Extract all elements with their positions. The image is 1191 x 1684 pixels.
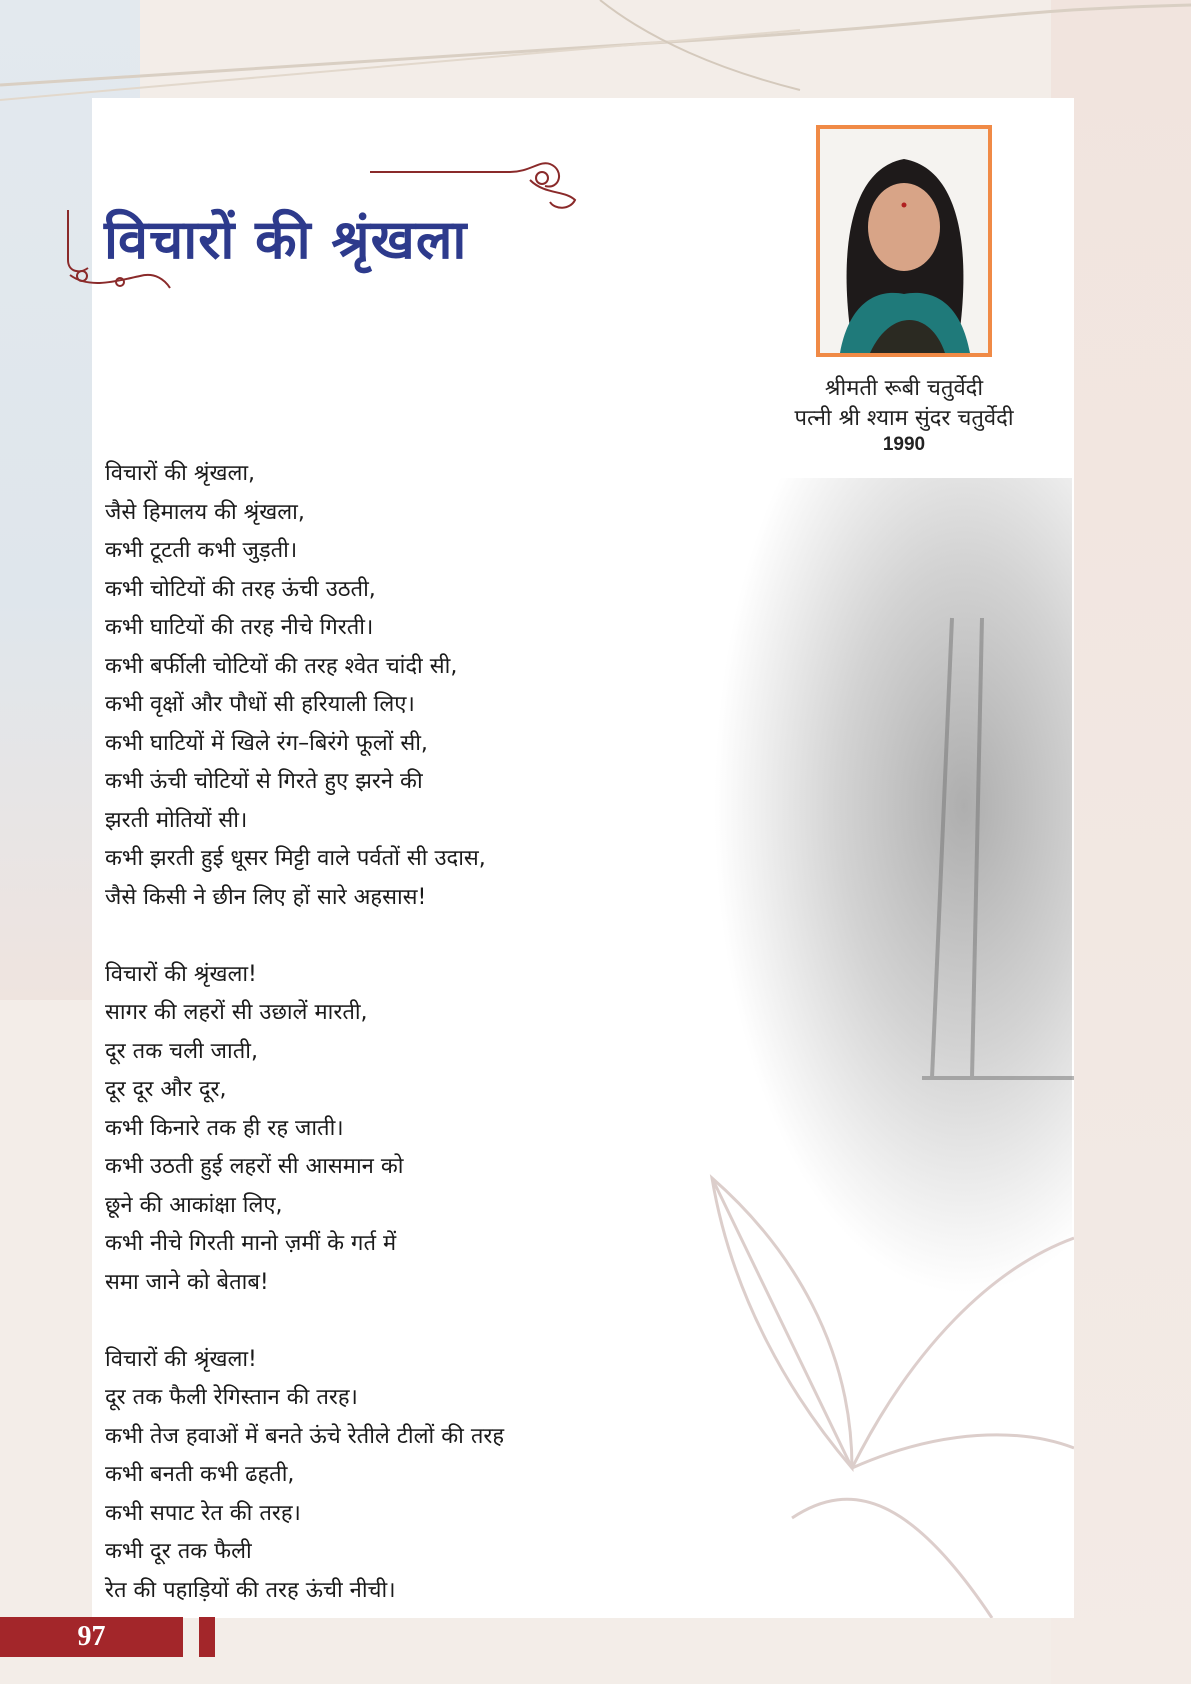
poem-line: विचारों की श्रृंखला, xyxy=(105,461,256,486)
poem-line: कभी चोटियों की तरह ऊंची उठती, xyxy=(105,576,376,602)
decorative-top-swoosh xyxy=(0,0,1191,110)
page-title: विचारों की श्रृंखला xyxy=(104,208,468,271)
author-year: 1990 xyxy=(882,434,926,455)
poem-line: कभी घाटियों की तरह नीचे गिरती। xyxy=(105,615,374,640)
author-relation: पत्नी श्री श्याम सुंदर चतुर्वेदी xyxy=(794,406,1014,431)
page-number-accent xyxy=(199,1617,215,1657)
poem-line: झरती मोतियों सी। xyxy=(105,807,248,833)
poem-line: जैसे किसी ने छीन लिए हों सारे अहसास! xyxy=(105,884,427,910)
poem-line: विचारों की श्रृंखला! xyxy=(105,1346,257,1372)
poem-line: कभी ऊंची चोटियों से गिरते हुए झरने की xyxy=(105,769,423,794)
poem-line: कभी किनारे तक ही रह जाती। xyxy=(105,1115,344,1141)
author-name: श्रीमती रूबी चतुर्वेदी xyxy=(824,376,984,401)
poem-line: कभी बनती कभी ढहती, xyxy=(105,1462,295,1487)
stanza-gap xyxy=(105,917,745,956)
stanza-gap xyxy=(105,1302,745,1341)
poem-line: समा जाने को बेताब! xyxy=(105,1269,269,1295)
poem-line: कभी सपाट रेत की तरह। xyxy=(105,1500,301,1526)
poem-line: कभी नीचे गिरती मानो ज़मीं के गर्त में xyxy=(105,1231,397,1256)
poem-line: कभी बर्फीली चोटियों की तरह श्वेत चांदी सी, xyxy=(105,653,458,679)
poem-line: दूर तक चली जाती, xyxy=(105,1038,258,1064)
poem-line: कभी तेज हवाओं में बनते ऊंचे रेतीले टीलों की तरह xyxy=(105,1423,505,1449)
poem-line: दूर तक फैली रेगिस्तान की तरह। xyxy=(105,1385,358,1410)
page-number: 97 xyxy=(77,1621,106,1652)
poem-body xyxy=(105,455,745,1610)
poem-line: कभी दूर तक फैली xyxy=(105,1539,252,1564)
poem-line: कभी झरती हुई धूसर मिट्टी वाले पर्वतों सी उदास, xyxy=(105,846,486,871)
poem-line: दूर दूर और दूर, xyxy=(105,1077,227,1102)
poem-line: सागर की लहरों सी उछालें मारती, xyxy=(105,1000,368,1025)
poem-line: कभी घाटियों में खिले रंग–बिरंगे फूलों सी, xyxy=(105,730,428,756)
poem-line: कभी टूटती कभी जुड़ती। xyxy=(105,538,298,563)
author-photo xyxy=(816,125,992,357)
poem-line: विचारों की श्रृंखला! xyxy=(105,961,257,987)
poem-line: जैसे हिमालय की श्रृंखला, xyxy=(105,499,305,525)
poem-line: कभी उठती हुई लहरों सी आसमान को xyxy=(105,1154,404,1179)
poem-line: छूने की आकांक्षा लिए, xyxy=(105,1192,283,1218)
poem-line: रेत की पहाड़ियों की तरह ऊंची नीची। xyxy=(105,1577,396,1603)
poem-line: कभी वृक्षों और पौधों सी हरियाली लिए। xyxy=(105,692,415,717)
author-portrait-illustration xyxy=(820,129,988,353)
